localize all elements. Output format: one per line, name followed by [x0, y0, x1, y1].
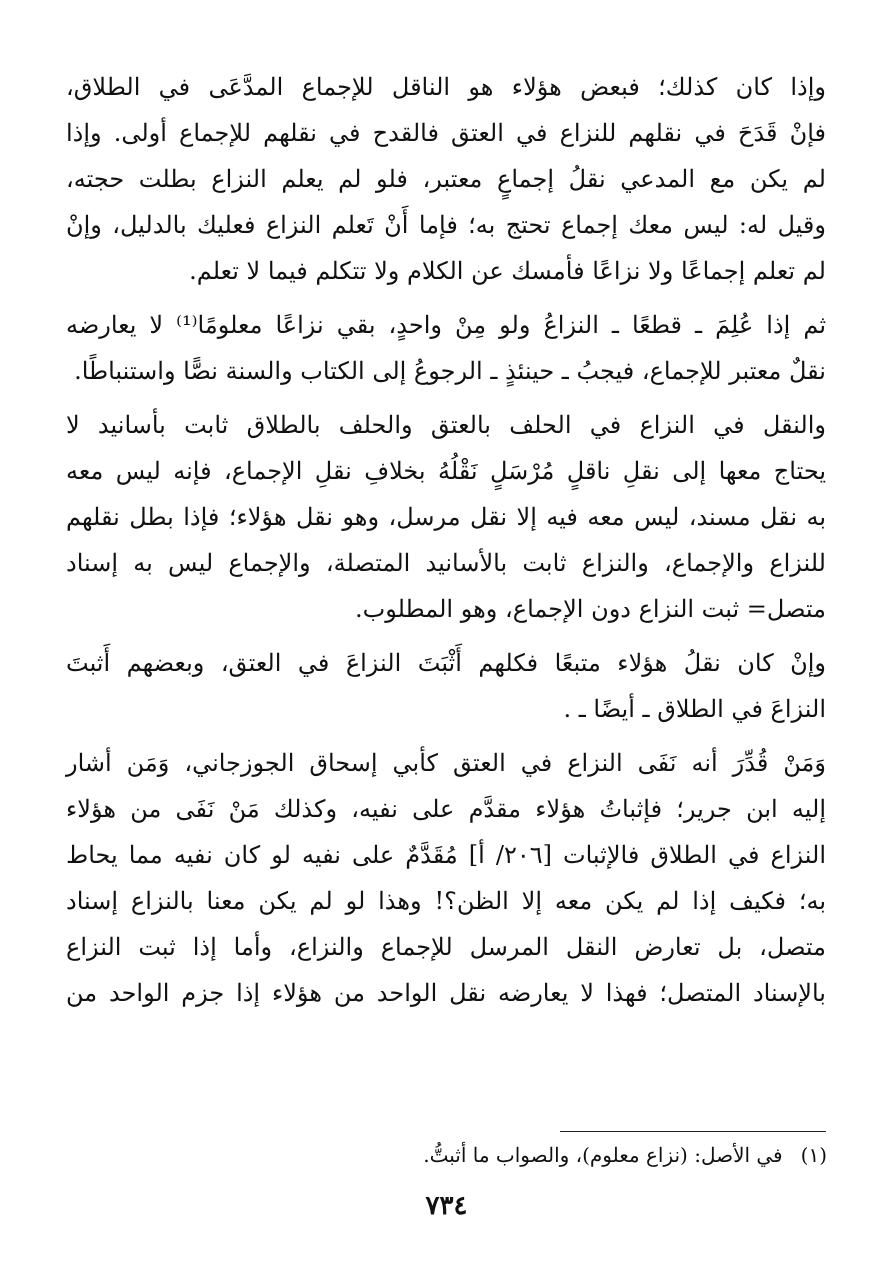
- text-line: لم تعلم إجماعًا ولا نزاعًا فأمسك عن الكلام ولا تتكلم فيما لا تعلم.: [189, 257, 826, 285]
- text-line: وإذا كان كذلك؛ فبعض هؤلاء هو الناقل للإجماع المدَّعَى في الطلاق،: [66, 73, 826, 101]
- text-line: للنزاع والإجماع، والنزاع ثابت بالأسانيد المتصلة، والإجماع ليس به إسناد: [66, 549, 826, 577]
- text-line: به؛ فكيف إذا لم يكن معه إلا الظن؟! وهذا لو لم يكن معنا بالنزاع إسناد: [66, 887, 826, 915]
- footnote-text: في الأصل: (نزاع معلوم)، والصواب ما أثبتُّ.: [423, 1143, 783, 1167]
- paragraph-4: [66, 640, 826, 732]
- page-number: ٧٣٤: [425, 1191, 468, 1221]
- text-line: متصل، بل تعارض النقل المرسل للإجماع والنزاع، وأما إذا ثبت النزاع: [66, 933, 826, 961]
- paragraph-3: [66, 402, 826, 632]
- text-line: وإنْ كان نقلُ هؤلاء متبعًا فكلهم أَثْبَتَ النزاعَ في العتق، وبعضهم أَثبتَ: [66, 649, 827, 677]
- text-line: النزاعَ في الطلاق ـ أيضًا ـ .: [563, 695, 826, 723]
- paragraph-2: [66, 302, 826, 394]
- text-line: يحتاج معها إلى نقلِ ناقلٍ مُرْسَلٍ نَقْلُهُ بخلافِ نقلِ الإجماع، فإنه ليس معه: [66, 457, 826, 485]
- text-line: متصل= ثبت النزاع دون الإجماع، وهو المطلوب.: [354, 595, 826, 623]
- text-line: نقلٌ معتبر للإجماع، فيجبُ ـ حينئذٍ ـ الرجوعُ إلى الكتاب والسنة نصًّا واستنباطًا.: [74, 357, 826, 385]
- text-line: النزاع في الطلاق فالإثبات [٢٠٦/ أ] مُقَدَّمٌ على نفيه لو كان نفيه مما يحاط: [66, 841, 827, 869]
- footnote-number: (١): [800, 1143, 827, 1167]
- text-line: وَمَنْ قُدِّرَ أنه نَفَى النزاع في العتق كأبي إسحاق الجوزجاني، وَمَن أشار: [66, 749, 826, 777]
- text-line: بالإسناد المتصل؛ فهذا لا يعارضه نقل الواحد من هؤلاء إذا جزم الواحد من: [66, 979, 826, 1007]
- text-line: إليه ابن جرير؛ فإثباتُ هؤلاء مقدَّم على نفيه، وكذلك مَنْ نَفَى من هؤلاء: [66, 795, 826, 823]
- footnote: [67, 1140, 827, 1170]
- text-line: به نقل مسند، ليس معه فيه إلا نقل مرسل، وهو نقل هؤلاء؛ فإذا بطل نقلهم: [66, 503, 826, 531]
- text-line: لم يكن مع المدعي نقلُ إجماعٍ معتبر، فلو لم يعلم النزاع بطلت حجته،: [66, 165, 826, 193]
- paragraph-1: [66, 64, 826, 294]
- text-line: والنقل في النزاع في الحلف بالعتق والحلف بالطلاق ثابت بأسانيد لا: [66, 411, 826, 439]
- text-line: فإنْ قَدَحَ في نقلهم للنزاع في العتق فالقدح في نقلهم للإجماع أولى. وإذا: [66, 119, 826, 147]
- footnote-separator: [560, 1131, 826, 1132]
- page-body: [66, 64, 826, 1024]
- text-line: ثم إذا عُلِمَ ـ قطعًا ـ النزاعُ ولو مِنْ واحدٍ، بقي نزاعًا معلومًا⁽¹⁾ لا يعارضه: [66, 311, 826, 339]
- text-line: وقيل له: ليس معك إجماع تحتج به؛ فإما أَنْ تَعلم النزاع فعليك بالدليل، وإنْ: [66, 211, 826, 239]
- paragraph-5: [66, 740, 826, 1016]
